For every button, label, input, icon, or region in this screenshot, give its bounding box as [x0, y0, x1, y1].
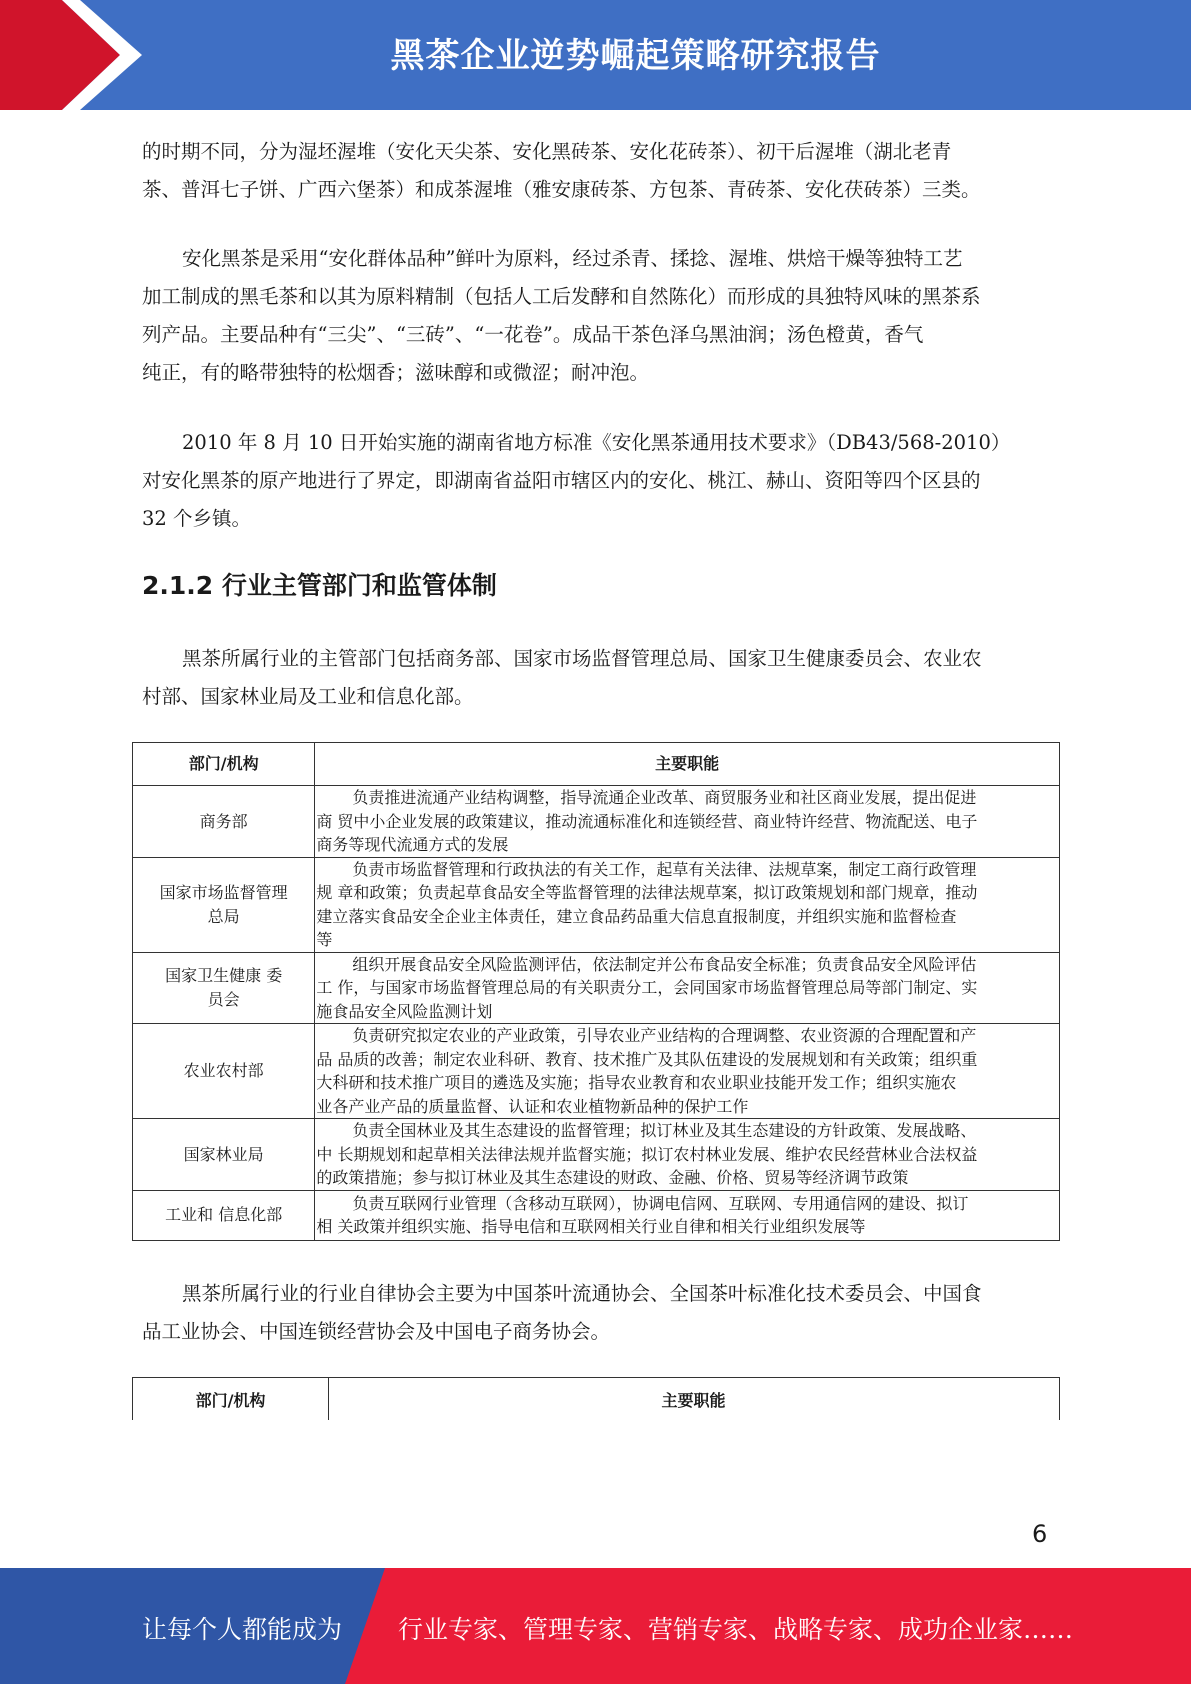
report-title: 黑茶企业逆势崛起策略研究报告: [390, 36, 881, 76]
duty-line: 组织开展食品安全风险监测评估，依法制定并公布食品安全标准；负责食品安全风险评估: [352, 954, 977, 974]
dept-name: 商务部: [199, 811, 248, 831]
duty-line: 规 章和政策；负责起草食品安全等监督管理的法律法规草案，拟订政策规划和部门规章，推动: [316, 883, 978, 902]
text-line: 加工制成的黑毛茶和以其为原料精制（包括人工后发酵和自然陈化）而形成的具独特风味的黑茶系: [142, 285, 981, 308]
table-row: [133, 1119, 1060, 1191]
text-line: 黑茶所属行业的主管部门包括商务部、国家市场监督管理总局、国家卫生健康委员会、农业农: [182, 647, 982, 670]
page-number: 6: [1032, 1520, 1048, 1548]
duty-cell: [315, 1119, 1060, 1191]
duty-line: 施食品安全风险监测计划: [316, 1001, 493, 1021]
dept-cell: [133, 1190, 315, 1240]
duty-line: 建立落实食品安全企业主体责任，建立食品药品重大信息直报制度，并组织实施和监督检查: [316, 906, 957, 926]
table-row: [133, 1024, 1060, 1119]
table-header-row: [133, 743, 1060, 786]
footer-slogan-right: 行业专家、管理专家、营销专家、战略专家、成功企业家……: [398, 1615, 1074, 1644]
duty-line: 相 关政策并组织实施、指导电信和互联网相关行业自律和相关行业组织发展等: [316, 1217, 866, 1236]
section-title: 2.1.2 行业主管部门和监管体制: [142, 571, 497, 600]
duty-line: 负责研究拟定农业的产业政策，引导农业产业结构的合理调整、农业资源的合理配置和产: [352, 1026, 977, 1045]
duty-line: 的政策措施；参与拟订林业及其生态建设的财政、金融、价格、贸易等经济调节政策: [316, 1168, 909, 1187]
paragraph-2: [142, 240, 1047, 392]
duty-line: 商务等现代流通方式的发展: [316, 835, 509, 854]
duty-line: 商 贸中小企业发展的政策建议，推动流通标准化和连锁经营、商业特许经营、物流配送、电子: [316, 811, 978, 831]
dept-name: 国家卫生健康 委: [165, 966, 283, 986]
duty-line: 业各产业产品的质量监督、认证和农业植物新品种的保护工作: [316, 1096, 749, 1116]
duty-cell: [315, 786, 1060, 858]
page-footer: [0, 1568, 1191, 1684]
dept-name: 工业和 信息化部: [165, 1205, 283, 1225]
duty-line: 品 品质的改善；制定农业科研、教育、技术推广及其队伍建设的发展规划和有关政策；组织重: [316, 1049, 978, 1069]
duty-line: 负责互联网行业管理（含移动互联网），协调电信网、互联网、专用通信网的建设、拟订: [352, 1193, 969, 1213]
column-header-duty: 主要职能: [661, 1391, 726, 1410]
text-line: 安化黑茶是采用“安化群体品种”鲜叶为原料，经过杀青、揉捻、渥堆、烘焙干燥等独特工艺: [182, 247, 963, 270]
dept-name: 国家林业局: [183, 1144, 264, 1164]
duty-line: 负责推进流通产业结构调整，指导流通企业改革、商贸服务业和社区商业发展，提出促进: [352, 788, 977, 807]
text-line: 列产品。主要品种有“三尖”、“三砖”、“一花卷”。成品干茶色泽乌黑油润；汤色橙黄，香气: [142, 323, 924, 346]
text-line: 纯正，有的略带独特的松烟香；滋味醇和或微涩；耐冲泡。: [142, 361, 650, 384]
paragraph-3: [142, 424, 1047, 538]
duty-cell: [315, 952, 1060, 1024]
dept-cell: [133, 952, 315, 1024]
column-header-duty: 主要职能: [315, 743, 1060, 786]
column-header-dept: 部门/机构: [195, 1391, 266, 1410]
paragraph-5: [142, 1275, 1047, 1351]
paragraph-4: [142, 640, 1047, 716]
column-header-dept: 部门/机构: [133, 743, 315, 786]
duty-line: 中 长期规划和起草相关法律法规并监督实施；拟订农村林业发展、维护农民经营林业合法权益: [316, 1144, 978, 1164]
regulators-table: [132, 742, 1060, 1241]
dept-cell: [133, 1119, 315, 1191]
footer-slogan-left: 让每个人都能成为: [142, 1615, 343, 1644]
duty-line: 大科研和技术推广项目的遴选及实施；指导农业教育和农业职业技能开发工作；组织实施农: [316, 1073, 957, 1092]
table-row: [133, 857, 1060, 952]
dept-cell: [133, 857, 315, 952]
text-line: 品工业协会、中国连锁经营协会及中国电子商务协会。: [142, 1320, 611, 1343]
text-line: 对安化黑茶的原产地进行了界定，即湖南省益阳市辖区内的安化、桃江、赫山、资阳等四个区县的: [142, 469, 981, 492]
text-line: 32 个乡镇。: [142, 507, 252, 530]
text-line: 黑茶所属行业的行业自律协会主要为中国茶叶流通协会、全国茶叶标准化技术委员会、中国食: [182, 1282, 982, 1305]
duty-cell: [315, 857, 1060, 952]
paragraph-1: [142, 133, 1047, 209]
text-line: 2010 年 8 月 10 日开始实施的湖南省地方标准《安化黑茶通用技术要求》（DB43/568-2010）: [182, 431, 1011, 454]
text-line: 茶、普洱七子饼、广西六堡茶）和成茶渥堆（雅安康砖茶、方包茶、青砖茶、安化茯砖茶）三类。: [142, 178, 981, 201]
dept-name: 员会: [207, 989, 240, 1009]
dept-name: 总局: [207, 906, 240, 926]
duty-cell: [315, 1024, 1060, 1119]
table-row: [133, 952, 1060, 1024]
dept-name: 国家市场监督管理: [159, 883, 288, 902]
dept-cell: [133, 786, 315, 858]
page-header: [0, 0, 1191, 110]
duty-line: 等: [316, 930, 333, 949]
dept-name: 农业农村部: [183, 1061, 264, 1081]
duty-line: 负责市场监督管理和行政执法的有关工作，起草有关法律、法规草案，制定工商行政管理: [352, 859, 977, 879]
duty-cell: [315, 1190, 1060, 1240]
associations-table: [132, 1377, 1060, 1420]
text-line: 的时期不同，分为湿坯渥堆（安化天尖茶、安化黑砖茶、安化花砖茶）、初干后渥堆（湖北老青: [142, 140, 952, 163]
dept-cell: [133, 1024, 315, 1119]
duty-line: 工 作，与国家市场监督管理总局的有关职责分工，会同国家市场监督管理总局等部门制定、实: [316, 978, 978, 997]
table-row: [133, 1190, 1060, 1240]
text-line: 村部、国家林业局及工业和信息化部。: [142, 685, 474, 708]
table-row: [133, 786, 1060, 858]
duty-line: 负责全国林业及其生态建设的监督管理；拟订林业及其生态建设的方针政策、发展战略、: [352, 1121, 977, 1140]
